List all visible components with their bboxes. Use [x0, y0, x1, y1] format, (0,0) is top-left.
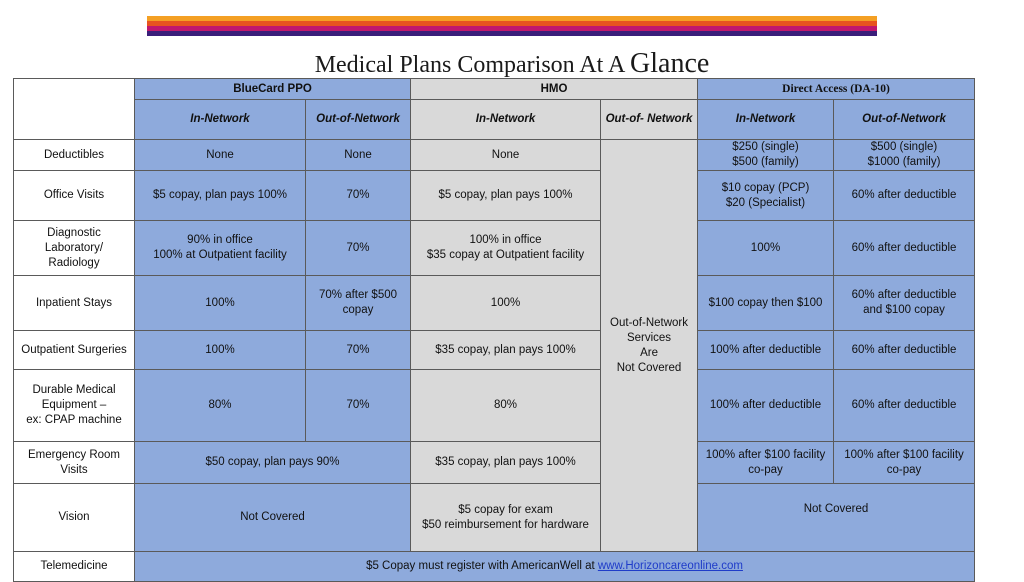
text-line: 100% at Outpatient facility: [153, 249, 287, 261]
cell-dme-bluecard-out: 70%: [306, 370, 411, 442]
cell-office-hmo-in: $5 copay, plan pays 100%: [411, 171, 601, 221]
cell-er-da-in: [698, 442, 834, 484]
cell-vision-da: Not Covered: [698, 484, 975, 552]
hmo-out-line-4: Not Covered: [616, 361, 682, 374]
cell-dme-da-out: 60% after deductible: [834, 370, 975, 442]
cell-diagnostic-da-out: 60% after deductible: [834, 221, 975, 276]
cell-dme-da-in: 100% after deductible: [698, 370, 834, 442]
text-line: Equipment –: [41, 399, 107, 411]
row-label-telemedicine: Telemedicine: [14, 552, 135, 582]
cell-dme-hmo-in: 80%: [411, 370, 601, 442]
subheader-bluecard-out: Out-of-Network: [306, 100, 411, 140]
cell-office-da-out: 60% after deductible: [834, 171, 975, 221]
cell-deductibles-da-in: [698, 140, 834, 171]
telemedicine-text: $5 Copay must register with AmericanWell at: [366, 560, 598, 572]
text-line: $50 reimbursement for hardware: [422, 518, 589, 531]
row-label-emergency-room: [14, 442, 135, 484]
cell-deductibles-hmo-in: None: [411, 140, 601, 171]
text-line: and $100 copay: [863, 304, 945, 316]
subheader-da-out: Out-of-Network: [834, 100, 975, 140]
title-main: Medical Plans Comparison At A: [314, 52, 631, 78]
cell-vision-bluecard: Not Covered: [135, 484, 411, 552]
text-line: Visits: [60, 463, 88, 476]
cell-inpatient-da-in: $100 copay then $100: [698, 276, 834, 331]
row-label-office-visits: Office Visits: [14, 171, 135, 221]
text-line: $500 (family): [732, 156, 799, 168]
cell-outpatient-bluecard-out: 70%: [306, 331, 411, 370]
row-label-deductibles: Deductibles: [14, 140, 135, 171]
text-line: 100% after $100 facility: [844, 448, 964, 461]
cell-outpatient-hmo-in: $35 copay, plan pays 100%: [411, 331, 601, 370]
cell-er-bluecard: $50 copay, plan pays 90%: [135, 442, 411, 484]
text-line: co-pay: [886, 463, 922, 476]
text-line: $10 copay (PCP): [721, 181, 810, 194]
text-line: $500 (single): [870, 141, 938, 153]
cell-office-bluecard-out: 70%: [306, 171, 411, 221]
text-line: Radiology: [48, 256, 100, 269]
hmo-out-line-1: Out-of-Network: [610, 316, 688, 329]
text-line: 70% after $500: [319, 289, 398, 301]
text-line: Diagnostic: [47, 226, 101, 239]
cell-er-hmo-in: $35 copay, plan pays 100%: [411, 442, 601, 484]
text-line: 60% after deductible: [851, 289, 957, 301]
text-line: $20 (Specialist): [725, 196, 806, 209]
row-label-inpatient: Inpatient Stays: [14, 276, 135, 331]
subheader-da-in: In-Network: [698, 100, 834, 140]
cell-inpatient-hmo-in: 100%: [411, 276, 601, 331]
cell-inpatient-bluecard-out: [306, 276, 411, 331]
text-line: $250 (single): [732, 141, 799, 153]
row-label-dme: [14, 370, 135, 442]
text-line: $35 copay at Outpatient facility: [426, 249, 585, 261]
cell-vision-hmo-in: [411, 484, 601, 552]
text-line: co-pay: [748, 463, 783, 476]
text-line: $1000 (family): [867, 156, 941, 168]
plan-header-hmo: HMO: [411, 79, 698, 100]
cell-er-da-out: [834, 442, 975, 484]
row-label-outpatient: Outpatient Surgeries: [14, 331, 135, 370]
text-line: $5 copay for exam: [458, 503, 553, 516]
subheader-hmo-in: In-Network: [411, 100, 601, 140]
cell-inpatient-bluecard-in: 100%: [135, 276, 306, 331]
text-line: copay: [342, 304, 374, 316]
horizon-care-link[interactable]: www.Horizoncareonline.com: [597, 560, 743, 572]
text-line: Emergency Room: [27, 448, 121, 461]
corner-cell: [14, 79, 135, 140]
subheader-bluecard-in: In-Network: [135, 100, 306, 140]
cell-diagnostic-hmo-in: [411, 221, 601, 276]
cell-diagnostic-da-in: 100%: [698, 221, 834, 276]
plan-header-direct-access: Direct Access (DA-10): [698, 79, 975, 100]
text-line: 100% after $100 facility: [705, 448, 826, 461]
cell-outpatient-bluecard-in: 100%: [135, 331, 306, 370]
row-label-vision: Vision: [14, 484, 135, 552]
subheader-hmo-out: Out-of- Network: [601, 100, 698, 140]
text-line: ex: CPAP machine: [26, 414, 122, 426]
decorative-color-stripes: [147, 16, 877, 36]
row-label-diagnostic: [14, 221, 135, 276]
cell-outpatient-da-out: 60% after deductible: [834, 331, 975, 370]
text-line: 100% in office: [469, 234, 542, 246]
cell-deductibles-da-out: [834, 140, 975, 171]
text-line: Laboratory/: [44, 241, 104, 254]
cell-office-bluecard-in: $5 copay, plan pays 100%: [135, 171, 306, 221]
cell-dme-bluecard-in: 80%: [135, 370, 306, 442]
hmo-out-line-2: Services: [626, 331, 672, 344]
text-line: 90% in office: [187, 234, 253, 246]
text-line: Durable Medical: [32, 384, 116, 396]
cell-deductibles-bluecard-in: None: [135, 140, 306, 171]
page-title: [0, 48, 1024, 80]
cell-hmo-out-of-network-merged: [601, 140, 698, 552]
cell-outpatient-da-in: 100% after deductible: [698, 331, 834, 370]
hmo-out-line-3: Are: [640, 346, 658, 359]
plans-comparison-table: [13, 78, 975, 582]
cell-telemedicine: [135, 552, 975, 582]
cell-diagnostic-bluecard-out: 70%: [306, 221, 411, 276]
cell-office-da-in: [698, 171, 834, 221]
cell-diagnostic-bluecard-in: [135, 221, 306, 276]
cell-inpatient-da-out: [834, 276, 975, 331]
plan-header-bluecard: BlueCard PPO: [135, 79, 411, 100]
cell-deductibles-bluecard-out: None: [306, 140, 411, 171]
title-last-word: Glance: [630, 48, 710, 79]
